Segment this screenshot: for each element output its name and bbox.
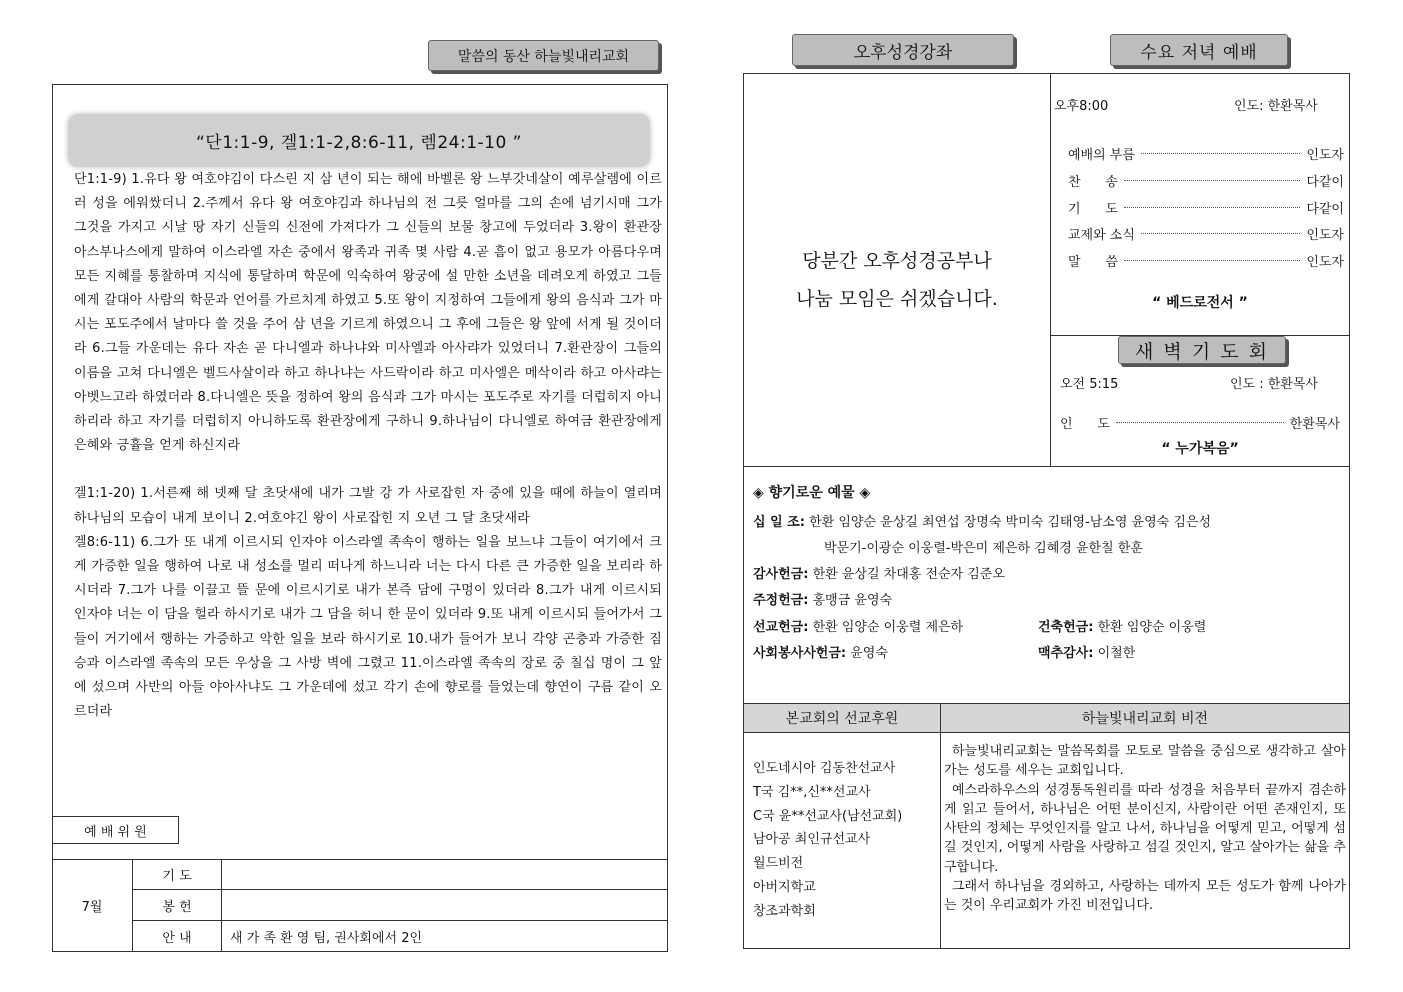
committee-month: 7월 (81, 900, 103, 915)
wednesday-time: 오후8:00 (1054, 99, 1109, 114)
dawn-sermon-title: “ 누가복음” (1161, 441, 1239, 457)
wednesday-service-tag: 수요 저녁 예배 (1110, 34, 1288, 66)
offering-malt-thanks: 맥추감사: 이철한 (1038, 646, 1136, 661)
afternoon-notice-line2: 나눔 모임은 쉬겠습니다. (796, 288, 998, 310)
dawn-time: 오전 5:15 (1060, 377, 1119, 392)
mission-support-list (753, 757, 938, 924)
order-fellowship: 교제와 소식 인도자 (1068, 227, 1344, 243)
offering-tithe-continued: 박문기-이광순 이웅렬-박은미 제은하 김혜경 윤한칠 한훈 (824, 541, 1143, 556)
list-item: 아버지학교 (753, 879, 816, 895)
list-item: C국 윤**선교사(남선교회) (753, 808, 903, 824)
order-sermon: 말 씀 인도자 (1068, 254, 1344, 270)
vision-paragraph: 예스라하우스의 성경통독원리를 따라 성경을 처음부터 끝까지 겸손하게 읽고 들어서, 하나님은 어떤 분이신지, 사람이란 어떤 존재인지, 또 사탄의 정체는 무엇인지를 알고 나서, 하나님을 어떻게 믿고, 어떻게 섬길 것인지, 어떻게 사람을 사랑하고 섬길 것인지, 알고 살아가는 삶을 추구합니다. (944, 782, 1346, 875)
offering-weekly: 주정헌금: 홍맹금 윤영숙 (753, 593, 893, 608)
worship-committee-label: 예 배 위 원 (52, 816, 179, 844)
scripture-ezekiel-8: 겔8:6-11) 6.그가 또 내게 이르시되 인자야 이스라엘 족속이 행하는 일을 보느냐 그들이 여기에서 크게 가증한 일을 행하여 나로 내 성소를 멀리 떠나게 하느니라 너는 다시 다른 큰 가증한 일을 보리라 하시더라 7.그가 나를 이끌고 뜰 문에 이르시기로 내가 본즉 담에 구멍이 있더라 8.그가 내게 이르시되 인자야 너는 이 담을 헐라 하시기로 내가 그 담을 허니 한 문이 있더라 9.또 내게 이르시되 들어가서 그들이 거기에서 행하는 가증하고 악한 일을 보라 하시기로 10.내가 들어가 보니 각양 곤충과 가증한 짐승과 이스라엘 족속의 모든 우상을 그 사방 벽에 그렸고 11.이스라엘 족속의 장로 중 칠십 명이 그 앞에 섰으며 사반의 아들 야아사냐도 그 가운데에 섰고 각기 손에 향로를 들었는데 향연이 구름 같이 오르더라 (74, 534, 662, 720)
list-item: 창조과학회 (753, 903, 816, 919)
committee-role-prayer: 기 도 (162, 869, 192, 884)
scripture-reference-banner (68, 114, 650, 167)
order-call-to-worship: 예배의 부름 인도자 (1068, 147, 1344, 163)
vision-paragraph: 그래서 하나님을 경외하고, 사랑하는 데까지 모든 성도가 함께 나아가는 것이 우리교회가 가진 비전입니다. (944, 879, 1346, 914)
afternoon-notice-line1: 당분간 오후성경공부나 (802, 250, 992, 272)
committee-value-prayer (230, 860, 660, 889)
scripture-ezekiel-1: 겔1:1-20) 1.서른째 해 넷째 달 초닷새에 내가 그발 강 가 사로잡힌 자 중에 있을 때에 하늘이 열리며 하나님의 모습이 내게 보이니 2.여호야긴 왕이 사로잡힌 지 오년 그 달 초닷새라 (74, 486, 662, 526)
list-item: T국 김**,신**선교사 (753, 784, 871, 800)
dawn-leader: 인도 : 한환목사 (1230, 377, 1318, 392)
offering-building: 건축헌금: 한환 임양순 이웅렬 (1038, 620, 1207, 635)
scripture-reference: “단1:1-9, 겔1:1-2,8:6-11, 렘24:1-10 ” (196, 133, 522, 153)
committee-role-usher: 안 내 (162, 930, 192, 946)
committee-role-offering: 봉 헌 (162, 899, 192, 915)
committee-value-offering (230, 890, 660, 920)
dawn-order-leader: 인 도 한환목사 (1060, 416, 1340, 432)
list-item: 남아공 최인규선교사 (753, 832, 871, 848)
wednesday-sermon-title: “ 베드로전서 ” (1152, 295, 1248, 311)
offering-mission: 선교헌금: 한환 임양순 이웅렬 제은하 (753, 620, 964, 635)
order-hymn: 찬 송 다같이 (1068, 174, 1344, 190)
offering-social: 사회봉사사헌금: 윤영숙 (753, 646, 888, 661)
list-item: 인도네시아 김동찬선교사 (753, 761, 896, 776)
committee-value-usher: 새 가 족 환 영 팀, 권사회에서 2인 (230, 930, 423, 946)
afternoon-class-tag: 오후성경강좌 (792, 34, 1014, 66)
vision-header: 하늘빛내리교회 비전 (941, 704, 1349, 732)
list-item: 월드비전 (753, 856, 804, 872)
wednesday-leader: 인도: 한환목사 (1234, 99, 1318, 114)
scripture-text (74, 168, 662, 818)
church-name-tag: 말씀의 동산 하늘빛내리교회 (428, 40, 659, 71)
scripture-daniel: 단1:1-9) 1.유다 왕 여호야김이 다스린 지 삼 년이 되는 해에 바벨론 왕 느부갓네살이 예루살렘에 이르러 성을 에워쌌더니 2.주께서 유다 왕 여호야김과 하나님의 전 그릇 얼마를 그의 손에 넘기시매 그가 그것을 가지고 시날 땅 자기 신들의 신전에 가져다가 그 신들의 보물 창고에 두었더라 3.왕이 환관장 아스부나스에게 말하여 이스라엘 자손 중에서 왕족과 귀족 몇 사람 4.곧 흠이 없고 용모가 아름다우며 모든 지혜를 통찰하며 지식에 통달하며 학문에 익숙하여 왕궁에 설 만한 소년을 데려오게 하였고 그들에게 갈대아 사람의 학문과 언어를 가르치게 하였고 5.또 왕이 지정하여 그들에게 왕의 음식과 그가 마시는 포도주에서 날마다 쓸 것을 주어 삼 년을 기르게 하였으니 그 후에 그들은 왕 앞에 서게 될 것이더라 6.그들 가운데는 유다 자손 곧 다니엘과 하나냐와 미사엘과 아사랴가 있었더니 7.환관장이 그들의 이름을 고쳐 다니엘은 벨드사살이라 하고 하나냐는 사드락이라 하고 미사엘은 메삭이라 하고 아사랴는 아벳느고라 하였더라 8.다니엘은 뜻을 정하여 왕의 음식과 그가 마시는 포도주로 자기를 더럽히지 아니하리라 하고 자기를 더럽히지 아니하도록 환관장에게 구하니 9.하나님이 다니엘로 하여금 환관장에게 은혜와 긍휼을 얻게 하신지라 (74, 172, 662, 454)
mission-support-header: 본교회의 선교후원 (744, 704, 940, 732)
order-prayer: 기 도 다같이 (1068, 201, 1344, 217)
offering-thanks: 감사헌금: 한환 윤상길 차대홍 전순자 김준오 (753, 567, 1005, 582)
dawn-prayer-tag: 새 벽 기 도 회 (1118, 336, 1286, 364)
vision-paragraph: 하늘빛내리교회는 말씀목회를 모토로 말씀을 중심으로 생각하고 살아가는 성도를 세우는 교회입니다. (944, 744, 1346, 779)
vision-text (944, 742, 1346, 946)
offering-tithe: 십 일 조: 한환 임양순 윤상길 최연섭 장명숙 박미숙 김태영-남소영 윤영숙 김은성 (753, 515, 1212, 530)
afternoon-notice (744, 242, 1050, 318)
offerings-title: ◈ 향기로운 예물 ◈ (753, 485, 871, 501)
